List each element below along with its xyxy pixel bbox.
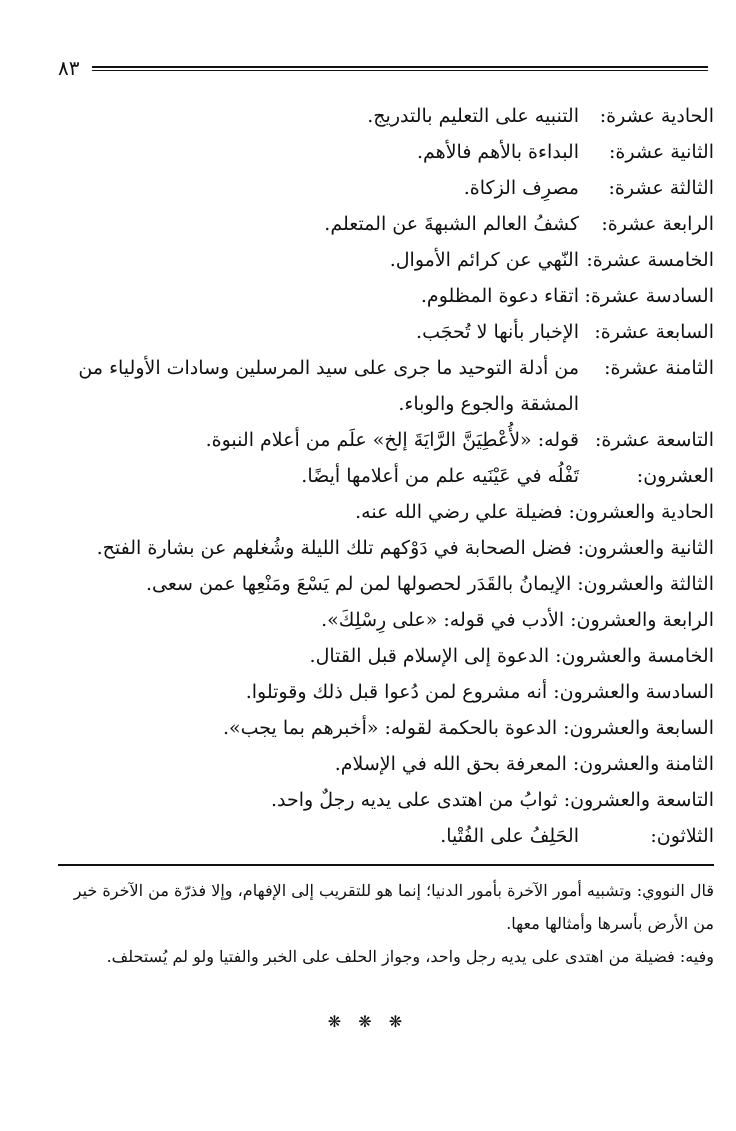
list-item <box>58 746 714 782</box>
list-item <box>58 530 714 566</box>
list-item <box>58 350 714 422</box>
item-label: الرابعة عشرة: <box>601 213 714 235</box>
list-item <box>58 566 714 602</box>
item-text: كشفُ العالم الشبهةَ عن المتعلم. <box>324 213 579 235</box>
item-label: التاسعة والعشرون: <box>563 789 714 811</box>
item-label: الخامسة والعشرون: <box>555 645 714 667</box>
list-item <box>58 98 714 134</box>
item-text: المعرفة بحق الله في الإسلام. <box>334 753 567 775</box>
item-text: قوله: «لأُعْطِيَنَّ الرَّايَةَ إلخ» علَم من أعلام النبوة. <box>205 429 579 451</box>
item-label: الثانية والعشرون: <box>577 537 714 559</box>
item-text: الدعوة إلى الإسلام قبل القتال. <box>309 645 550 667</box>
header-rule-thin <box>92 70 708 71</box>
header-rule <box>92 66 708 68</box>
item-text: الدعوة بالحكمة لقوله: «أخبرهم بما يجب». <box>222 717 558 739</box>
list-item <box>58 422 714 458</box>
item-text: تَفْلُه في عَيْنَيه علم من أعلامها أيضًا. <box>301 465 579 487</box>
item-text: ثوابُ من اهتدى على يديه رجلٌ واحد. <box>270 789 558 811</box>
item-text: فضل الصحابة في دَوْكهم تلك الليلة وشُغلهم عن بشارة الفتح. <box>96 537 572 559</box>
list-item <box>58 782 714 818</box>
footnote: وفيه: فضيلة من اهتدى على يديه رجل واحد، وجواز الحلف على الخبر والفتيا ولو لم يُستحلف. <box>106 947 714 966</box>
item-label: الرابعة والعشرون: <box>570 609 714 631</box>
item-label: السابعة والعشرون: <box>563 717 714 739</box>
item-text: النّهي عن كرائم الأموال. <box>389 249 579 271</box>
item-label: السادسة عشرة: <box>584 285 714 307</box>
item-text: مصرِف الزكاة. <box>463 177 579 199</box>
item-text: أنه مشروع لمن دُعوا قبل ذلك وقوتلوا. <box>245 681 548 703</box>
section-separator: ❋ ❋ ❋ <box>327 1012 409 1031</box>
item-label: الخامسة عشرة: <box>586 249 714 271</box>
list-item <box>58 134 714 170</box>
list-item <box>58 602 714 638</box>
item-text: اتقاء دعوة المظلوم. <box>420 285 579 307</box>
item-label: الحادية عشرة: <box>599 105 714 127</box>
item-label: الثامنة عشرة: <box>604 357 714 379</box>
list-item <box>58 278 714 314</box>
item-label: الثالثة والعشرون: <box>577 573 714 595</box>
list-item <box>58 494 714 530</box>
item-label: الثالثة عشرة: <box>608 177 714 199</box>
item-label: الحادية والعشرون: <box>568 501 714 523</box>
list-item <box>58 242 714 278</box>
item-text: الأدب في قوله: «على رِسْلِكَ». <box>321 609 565 631</box>
list-item <box>58 818 714 854</box>
item-label: السادسة والعشرون: <box>553 681 714 703</box>
item-label: العشرون: <box>636 465 714 487</box>
item-text: الإيمانُ بالقَدَر لحصولها لمن لم يَسْعَ ومَنْعِها عمن سعى. <box>145 573 572 595</box>
item-text: فضيلة علي رضي الله عنه. <box>355 501 563 523</box>
list-item <box>58 206 714 242</box>
main-list <box>58 98 714 854</box>
item-text: البداءة بالأهم فالأهم. <box>416 141 579 163</box>
item-label: التاسعة عشرة: <box>594 429 714 451</box>
list-item <box>58 170 714 206</box>
footnote-rule <box>58 864 714 866</box>
item-text: من أدلة التوحيد ما جرى على سيد المرسلين وسادات الأولياء من المشقة والجوع والوباء. <box>78 357 579 415</box>
item-label: الثانية عشرة: <box>609 141 714 163</box>
item-label: السابعة عشرة: <box>594 321 714 343</box>
list-item <box>58 638 714 674</box>
list-item <box>58 314 714 350</box>
item-text: التنبيه على التعليم بالتدريج. <box>367 105 579 127</box>
item-text: الحَلِفُ على الفُتْيا. <box>440 825 579 847</box>
list-item <box>58 674 714 710</box>
list-item <box>58 458 714 494</box>
item-label: الثلاثون: <box>650 825 714 847</box>
list-item <box>58 710 714 746</box>
item-label: الثامنة والعشرون: <box>572 753 714 775</box>
page-number: ٨٣ <box>58 56 80 80</box>
footnotes <box>58 874 714 973</box>
footnote: قال النووي: وتشبيه أمور الآخرة بأمور الدنيا؛ إنما هو للتقريب إلى الإفهام، وإلا فذرّة من الآخرة خير من الأرض بأسرها وأمثالها معها. <box>73 881 714 933</box>
item-text: الإخبار بأنها لا تُحجَب. <box>416 321 579 343</box>
